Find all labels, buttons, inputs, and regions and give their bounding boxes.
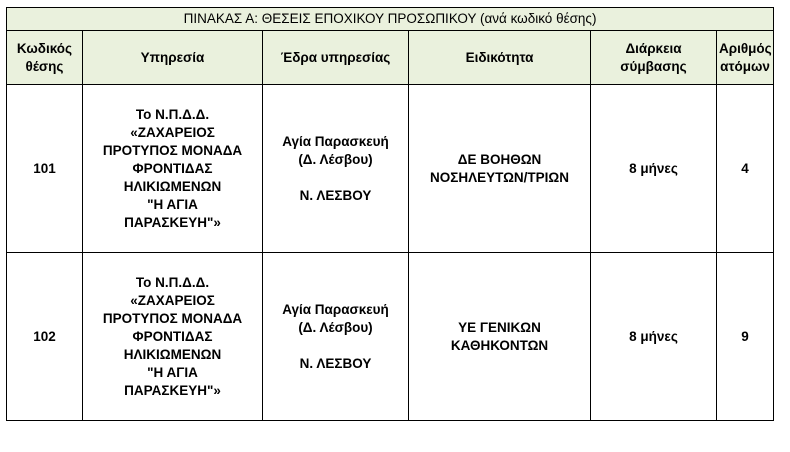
- table-header-row: [7, 31, 774, 85]
- header-count: Αριθμός ατόμων: [717, 31, 774, 85]
- cell-seat: Αγία Παρασκευή (Δ. Λέσβου) Ν. ΛΕΣΒΟΥ: [263, 253, 409, 421]
- cell-service: Το Ν.Π.Δ.Δ. «ΖΑΧΑΡΕΙΟΣ ΠΡΟΤΥΠΟΣ ΜΟΝΑΔΑ ΦΡΟΝΤΙΔΑΣ ΗΛΙΚΙΩΜΕΝΩΝ "Η ΑΓΙΑ ΠΑΡΑΣΚΕΥΗ"»: [83, 253, 263, 421]
- header-specialty: Ειδικότητα: [409, 31, 591, 85]
- cell-count: 9: [717, 253, 774, 421]
- table-row: [7, 85, 774, 253]
- cell-code: 101: [7, 85, 83, 253]
- header-seat: Έδρα υπηρεσίας: [263, 31, 409, 85]
- header-service: Υπηρεσία: [83, 31, 263, 85]
- cell-seat: Αγία Παρασκευή (Δ. Λέσβου) Ν. ΛΕΣΒΟΥ: [263, 85, 409, 253]
- table-title: ΠΙΝΑΚΑΣ Α: ΘΕΣΕΙΣ ΕΠΟΧΙΚΟΥ ΠΡΟΣΩΠΙΚΟΥ (ανά κωδικό θέσης): [7, 8, 774, 31]
- header-code: Κωδικός θέσης: [7, 31, 83, 85]
- cell-specialty: ΔΕ ΒΟΗΘΩΝ ΝΟΣΗΛΕΥΤΩΝ/ΤΡΙΩΝ: [409, 85, 591, 253]
- cell-duration: 8 μήνες: [591, 85, 717, 253]
- cell-specialty: ΥΕ ΓΕΝΙΚΩΝ ΚΑΘΗΚΟΝΤΩΝ: [409, 253, 591, 421]
- table-title-row: [7, 8, 774, 31]
- cell-code: 102: [7, 253, 83, 421]
- cell-duration: 8 μήνες: [591, 253, 717, 421]
- header-duration: Διάρκεια σύμβασης: [591, 31, 717, 85]
- table-row: [7, 253, 774, 421]
- cell-count: 4: [717, 85, 774, 253]
- cell-service: Το Ν.Π.Δ.Δ. «ΖΑΧΑΡΕΙΟΣ ΠΡΟΤΥΠΟΣ ΜΟΝΑΔΑ ΦΡΟΝΤΙΔΑΣ ΗΛΙΚΙΩΜΕΝΩΝ "Η ΑΓΙΑ ΠΑΡΑΣΚΕΥΗ"»: [83, 85, 263, 253]
- positions-table: [6, 7, 774, 421]
